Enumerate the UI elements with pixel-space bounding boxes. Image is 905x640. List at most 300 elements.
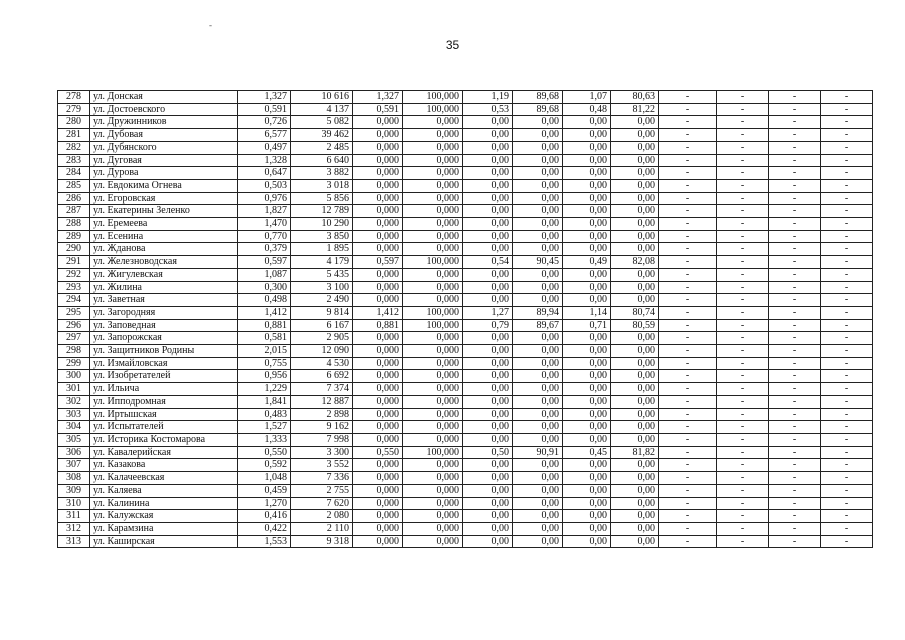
cell-value-c: 0,00 — [563, 497, 611, 510]
cell-percent-c: 0,00 — [611, 205, 659, 218]
cell-length-km: 1,048 — [238, 472, 291, 485]
cell-street-name: ул. Каширская — [90, 535, 238, 548]
cell-length-km: 1,270 — [238, 497, 291, 510]
cell-percent-b: 0,00 — [513, 535, 563, 548]
cell-percent-c: 0,00 — [611, 459, 659, 472]
cell-value-a: 0,000 — [353, 408, 403, 421]
cell-length-km: 1,327 — [238, 91, 291, 104]
cell-street-name: ул. Иртышская — [90, 408, 238, 421]
cell-percent-b: 0,00 — [513, 294, 563, 307]
cell-col-11: - — [659, 129, 717, 142]
cell-percent-b: 0,00 — [513, 205, 563, 218]
cell-value-a: 0,000 — [353, 205, 403, 218]
cell-value-c: 0,00 — [563, 129, 611, 142]
cell-value-b: 0,00 — [463, 129, 513, 142]
table-row — [58, 497, 873, 510]
cell-value-b: 0,00 — [463, 294, 513, 307]
cell-length-km: 0,597 — [238, 256, 291, 269]
cell-value-a: 0,000 — [353, 459, 403, 472]
cell-col-13: - — [769, 154, 821, 167]
cell-percent-c: 0,00 — [611, 345, 659, 358]
cell-value-a: 0,000 — [353, 433, 403, 446]
cell-col-13: - — [769, 192, 821, 205]
cell-col-14: - — [821, 319, 873, 332]
cell-length-km: 0,770 — [238, 230, 291, 243]
cell-value-c: 0,00 — [563, 395, 611, 408]
cell-col-13: - — [769, 345, 821, 358]
cell-col-11: - — [659, 306, 717, 319]
cell-col-13: - — [769, 395, 821, 408]
cell-col-12: - — [717, 268, 769, 281]
cell-value-a: 0,000 — [353, 472, 403, 485]
cell-percent-c: 0,00 — [611, 421, 659, 434]
cell-percent-c: 0,00 — [611, 433, 659, 446]
cell-value-c: 0,00 — [563, 484, 611, 497]
cell-percent-b: 0,00 — [513, 395, 563, 408]
cell-row-number: 303 — [58, 408, 90, 421]
cell-percent-a: 0,000 — [403, 345, 463, 358]
cell-col-13: - — [769, 129, 821, 142]
cell-street-name: ул. Запорожская — [90, 332, 238, 345]
cell-col-13: - — [769, 141, 821, 154]
cell-area: 2 485 — [291, 141, 353, 154]
cell-street-name: ул. Калужская — [90, 510, 238, 523]
cell-value-c: 0,48 — [563, 103, 611, 116]
cell-percent-b: 0,00 — [513, 268, 563, 281]
cell-row-number: 291 — [58, 256, 90, 269]
cell-col-12: - — [717, 167, 769, 180]
cell-col-13: - — [769, 243, 821, 256]
cell-length-km: 0,459 — [238, 484, 291, 497]
cell-value-c: 0,00 — [563, 192, 611, 205]
table-row — [58, 522, 873, 535]
cell-percent-b: 90,45 — [513, 256, 563, 269]
cell-row-number: 290 — [58, 243, 90, 256]
cell-col-14: - — [821, 357, 873, 370]
cell-row-number: 308 — [58, 472, 90, 485]
cell-col-11: - — [659, 243, 717, 256]
cell-col-11: - — [659, 116, 717, 129]
cell-percent-c: 0,00 — [611, 472, 659, 485]
cell-percent-c: 81,82 — [611, 446, 659, 459]
cell-street-name: ул. Заветная — [90, 294, 238, 307]
cell-col-11: - — [659, 230, 717, 243]
cell-value-a: 0,000 — [353, 294, 403, 307]
cell-value-b: 1,27 — [463, 306, 513, 319]
cell-value-a: 0,000 — [353, 357, 403, 370]
cell-length-km: 1,527 — [238, 421, 291, 434]
cell-percent-a: 0,000 — [403, 230, 463, 243]
cell-percent-c: 0,00 — [611, 370, 659, 383]
cell-percent-a: 100,000 — [403, 91, 463, 104]
cell-area: 10 616 — [291, 91, 353, 104]
cell-value-c: 0,00 — [563, 205, 611, 218]
cell-value-c: 0,00 — [563, 167, 611, 180]
cell-street-name: ул. Есенина — [90, 230, 238, 243]
cell-row-number: 305 — [58, 433, 90, 446]
page-number: 35 — [445, 38, 460, 52]
cell-col-14: - — [821, 472, 873, 485]
cell-percent-b: 0,00 — [513, 218, 563, 231]
cell-percent-b: 0,00 — [513, 522, 563, 535]
cell-area: 1 895 — [291, 243, 353, 256]
cell-col-14: - — [821, 332, 873, 345]
table-row — [58, 459, 873, 472]
cell-length-km: 0,956 — [238, 370, 291, 383]
cell-value-c: 0,00 — [563, 179, 611, 192]
cell-value-c: 0,00 — [563, 421, 611, 434]
cell-col-14: - — [821, 522, 873, 535]
cell-area: 5 856 — [291, 192, 353, 205]
cell-row-number: 292 — [58, 268, 90, 281]
cell-row-number: 278 — [58, 91, 90, 104]
table-row — [58, 294, 873, 307]
cell-value-c: 0,00 — [563, 154, 611, 167]
cell-street-name: ул. Егоровская — [90, 192, 238, 205]
cell-percent-a: 0,000 — [403, 497, 463, 510]
cell-value-a: 0,000 — [353, 370, 403, 383]
cell-col-14: - — [821, 141, 873, 154]
cell-length-km: 0,300 — [238, 281, 291, 294]
cell-street-name: ул. Еремеева — [90, 218, 238, 231]
cell-col-13: - — [769, 205, 821, 218]
cell-length-km: 0,422 — [238, 522, 291, 535]
cell-row-number: 289 — [58, 230, 90, 243]
cell-value-a: 0,000 — [353, 345, 403, 358]
cell-value-a: 1,412 — [353, 306, 403, 319]
table-row — [58, 332, 873, 345]
cell-value-b: 0,00 — [463, 370, 513, 383]
cell-col-11: - — [659, 218, 717, 231]
cell-area: 4 137 — [291, 103, 353, 116]
cell-col-14: - — [821, 230, 873, 243]
cell-length-km: 6,577 — [238, 129, 291, 142]
cell-percent-b: 0,00 — [513, 421, 563, 434]
cell-street-name: ул. Изобретателей — [90, 370, 238, 383]
cell-percent-a: 0,000 — [403, 192, 463, 205]
cell-col-12: - — [717, 370, 769, 383]
cell-col-11: - — [659, 472, 717, 485]
cell-percent-b: 0,00 — [513, 383, 563, 396]
cell-col-14: - — [821, 294, 873, 307]
cell-percent-c: 0,00 — [611, 167, 659, 180]
cell-percent-b: 0,00 — [513, 370, 563, 383]
cell-value-b: 0,00 — [463, 408, 513, 421]
cell-percent-b: 0,00 — [513, 332, 563, 345]
cell-street-name: ул. Карамзина — [90, 522, 238, 535]
cell-value-b: 0,50 — [463, 446, 513, 459]
table-row — [58, 408, 873, 421]
cell-percent-c: 0,00 — [611, 332, 659, 345]
cell-col-12: - — [717, 154, 769, 167]
cell-value-a: 0,000 — [353, 281, 403, 294]
cell-value-b: 0,00 — [463, 535, 513, 548]
cell-value-a: 0,000 — [353, 497, 403, 510]
cell-row-number: 284 — [58, 167, 90, 180]
cell-street-name: ул. Дурова — [90, 167, 238, 180]
cell-length-km: 0,483 — [238, 408, 291, 421]
cell-area: 6 692 — [291, 370, 353, 383]
cell-percent-b: 0,00 — [513, 281, 563, 294]
cell-row-number: 283 — [58, 154, 90, 167]
cell-length-km: 1,333 — [238, 433, 291, 446]
cell-value-b: 0,00 — [463, 218, 513, 231]
cell-area: 2 490 — [291, 294, 353, 307]
cell-percent-b: 0,00 — [513, 192, 563, 205]
cell-col-12: - — [717, 103, 769, 116]
cell-col-14: - — [821, 192, 873, 205]
cell-col-12: - — [717, 91, 769, 104]
cell-value-a: 0,000 — [353, 268, 403, 281]
cell-value-b: 0,00 — [463, 154, 513, 167]
data-table — [57, 90, 873, 548]
cell-value-c: 0,00 — [563, 243, 611, 256]
cell-col-13: - — [769, 522, 821, 535]
cell-percent-a: 0,000 — [403, 243, 463, 256]
cell-col-11: - — [659, 332, 717, 345]
cell-col-14: - — [821, 535, 873, 548]
cell-value-a: 0,597 — [353, 256, 403, 269]
cell-percent-a: 0,000 — [403, 510, 463, 523]
cell-value-b: 0,00 — [463, 243, 513, 256]
cell-percent-c: 0,00 — [611, 243, 659, 256]
cell-col-12: - — [717, 497, 769, 510]
cell-col-12: - — [717, 218, 769, 231]
cell-col-13: - — [769, 433, 821, 446]
cell-street-name: ул. Екатерины Зеленко — [90, 205, 238, 218]
cell-col-11: - — [659, 205, 717, 218]
cell-area: 7 336 — [291, 472, 353, 485]
table-row — [58, 472, 873, 485]
cell-col-11: - — [659, 294, 717, 307]
cell-street-name: ул. Достоевского — [90, 103, 238, 116]
cell-col-12: - — [717, 510, 769, 523]
cell-street-name: ул. Ильича — [90, 383, 238, 396]
cell-percent-c: 0,00 — [611, 268, 659, 281]
cell-value-c: 0,00 — [563, 268, 611, 281]
cell-col-11: - — [659, 370, 717, 383]
cell-row-number: 298 — [58, 345, 90, 358]
cell-col-14: - — [821, 306, 873, 319]
cell-value-c: 0,00 — [563, 370, 611, 383]
cell-length-km: 1,827 — [238, 205, 291, 218]
table-row — [58, 268, 873, 281]
cell-col-12: - — [717, 230, 769, 243]
cell-row-number: 287 — [58, 205, 90, 218]
table-row — [58, 230, 873, 243]
cell-col-14: - — [821, 484, 873, 497]
cell-row-number: 288 — [58, 218, 90, 231]
cell-col-14: - — [821, 497, 873, 510]
cell-col-12: - — [717, 395, 769, 408]
cell-percent-c: 0,00 — [611, 484, 659, 497]
cell-street-name: ул. Измайловская — [90, 357, 238, 370]
cell-percent-c: 0,00 — [611, 179, 659, 192]
cell-value-c: 0,00 — [563, 218, 611, 231]
cell-percent-c: 0,00 — [611, 129, 659, 142]
cell-percent-a: 0,000 — [403, 370, 463, 383]
cell-col-13: - — [769, 472, 821, 485]
cell-length-km: 2,015 — [238, 345, 291, 358]
cell-row-number: 285 — [58, 179, 90, 192]
cell-value-c: 0,00 — [563, 535, 611, 548]
table-body — [58, 91, 873, 548]
cell-value-c: 0,00 — [563, 383, 611, 396]
cell-percent-a: 0,000 — [403, 433, 463, 446]
cell-col-12: - — [717, 408, 769, 421]
cell-percent-c: 0,00 — [611, 510, 659, 523]
cell-street-name: ул. Жилина — [90, 281, 238, 294]
cell-value-b: 0,00 — [463, 230, 513, 243]
cell-area: 5 435 — [291, 268, 353, 281]
cell-length-km: 0,591 — [238, 103, 291, 116]
cell-street-name: ул. Дуговая — [90, 154, 238, 167]
cell-col-11: - — [659, 510, 717, 523]
scan-speck: - — [209, 20, 212, 30]
cell-length-km: 0,550 — [238, 446, 291, 459]
cell-col-12: - — [717, 484, 769, 497]
cell-row-number: 282 — [58, 141, 90, 154]
cell-percent-a: 0,000 — [403, 116, 463, 129]
cell-percent-b: 0,00 — [513, 179, 563, 192]
cell-value-a: 0,000 — [353, 510, 403, 523]
cell-col-11: - — [659, 281, 717, 294]
table-row — [58, 256, 873, 269]
cell-street-name: ул. Дубовая — [90, 129, 238, 142]
cell-row-number: 302 — [58, 395, 90, 408]
cell-percent-b: 89,67 — [513, 319, 563, 332]
cell-length-km: 0,379 — [238, 243, 291, 256]
cell-value-c: 0,00 — [563, 459, 611, 472]
cell-percent-b: 0,00 — [513, 141, 563, 154]
cell-area: 2 110 — [291, 522, 353, 535]
cell-col-13: - — [769, 281, 821, 294]
cell-row-number: 296 — [58, 319, 90, 332]
cell-value-b: 0,00 — [463, 281, 513, 294]
cell-col-13: - — [769, 319, 821, 332]
cell-col-11: - — [659, 522, 717, 535]
cell-value-c: 0,00 — [563, 522, 611, 535]
cell-value-b: 0,00 — [463, 357, 513, 370]
cell-area: 5 082 — [291, 116, 353, 129]
cell-row-number: 281 — [58, 129, 90, 142]
cell-row-number: 300 — [58, 370, 90, 383]
cell-row-number: 295 — [58, 306, 90, 319]
table-row — [58, 446, 873, 459]
cell-street-name: ул. Калачеевская — [90, 472, 238, 485]
cell-col-12: - — [717, 459, 769, 472]
cell-percent-b: 0,00 — [513, 116, 563, 129]
cell-length-km: 0,503 — [238, 179, 291, 192]
cell-street-name: ул. Евдокима Огнева — [90, 179, 238, 192]
cell-col-12: - — [717, 116, 769, 129]
table-row — [58, 319, 873, 332]
cell-percent-c: 0,00 — [611, 116, 659, 129]
cell-length-km: 1,553 — [238, 535, 291, 548]
cell-percent-c: 0,00 — [611, 230, 659, 243]
cell-area: 3 552 — [291, 459, 353, 472]
cell-value-a: 0,000 — [353, 421, 403, 434]
cell-col-11: - — [659, 91, 717, 104]
cell-percent-a: 0,000 — [403, 141, 463, 154]
cell-row-number: 304 — [58, 421, 90, 434]
cell-col-13: - — [769, 294, 821, 307]
cell-area: 4 179 — [291, 256, 353, 269]
cell-percent-c: 0,00 — [611, 383, 659, 396]
cell-col-13: - — [769, 446, 821, 459]
cell-col-11: - — [659, 103, 717, 116]
cell-area: 7 620 — [291, 497, 353, 510]
cell-length-km: 0,726 — [238, 116, 291, 129]
cell-area: 9 162 — [291, 421, 353, 434]
cell-value-a: 0,000 — [353, 218, 403, 231]
cell-percent-b: 0,00 — [513, 433, 563, 446]
cell-col-13: - — [769, 103, 821, 116]
cell-col-13: - — [769, 230, 821, 243]
cell-length-km: 0,416 — [238, 510, 291, 523]
cell-percent-a: 0,000 — [403, 421, 463, 434]
cell-street-name: ул. Железноводская — [90, 256, 238, 269]
cell-value-a: 0,000 — [353, 141, 403, 154]
cell-percent-a: 0,000 — [403, 459, 463, 472]
table-row — [58, 116, 873, 129]
cell-percent-b: 89,68 — [513, 91, 563, 104]
cell-col-14: - — [821, 421, 873, 434]
cell-col-14: - — [821, 433, 873, 446]
cell-percent-b: 0,00 — [513, 408, 563, 421]
cell-col-11: - — [659, 535, 717, 548]
cell-street-name: ул. Дубянского — [90, 141, 238, 154]
cell-col-12: - — [717, 319, 769, 332]
cell-row-number: 301 — [58, 383, 90, 396]
cell-col-14: - — [821, 459, 873, 472]
cell-col-12: - — [717, 281, 769, 294]
cell-percent-a: 100,000 — [403, 306, 463, 319]
cell-area: 12 887 — [291, 395, 353, 408]
cell-value-b: 0,00 — [463, 345, 513, 358]
cell-col-12: - — [717, 357, 769, 370]
cell-value-a: 1,327 — [353, 91, 403, 104]
cell-value-a: 0,000 — [353, 192, 403, 205]
cell-col-14: - — [821, 103, 873, 116]
cell-length-km: 1,229 — [238, 383, 291, 396]
cell-row-number: 280 — [58, 116, 90, 129]
cell-percent-c: 80,59 — [611, 319, 659, 332]
cell-col-14: - — [821, 218, 873, 231]
table-row — [58, 281, 873, 294]
cell-row-number: 286 — [58, 192, 90, 205]
table-row — [58, 141, 873, 154]
cell-value-b: 0,00 — [463, 205, 513, 218]
cell-area: 3 300 — [291, 446, 353, 459]
cell-col-12: - — [717, 433, 769, 446]
cell-col-12: - — [717, 332, 769, 345]
cell-value-a: 0,000 — [353, 230, 403, 243]
cell-area: 2 755 — [291, 484, 353, 497]
cell-col-14: - — [821, 129, 873, 142]
table-row — [58, 383, 873, 396]
cell-percent-c: 82,08 — [611, 256, 659, 269]
cell-value-a: 0,000 — [353, 129, 403, 142]
cell-value-c: 0,00 — [563, 332, 611, 345]
cell-length-km: 1,087 — [238, 268, 291, 281]
table-row — [58, 205, 873, 218]
cell-area: 2 898 — [291, 408, 353, 421]
cell-col-14: - — [821, 395, 873, 408]
cell-percent-b: 90,91 — [513, 446, 563, 459]
cell-value-b: 0,00 — [463, 522, 513, 535]
cell-col-12: - — [717, 256, 769, 269]
